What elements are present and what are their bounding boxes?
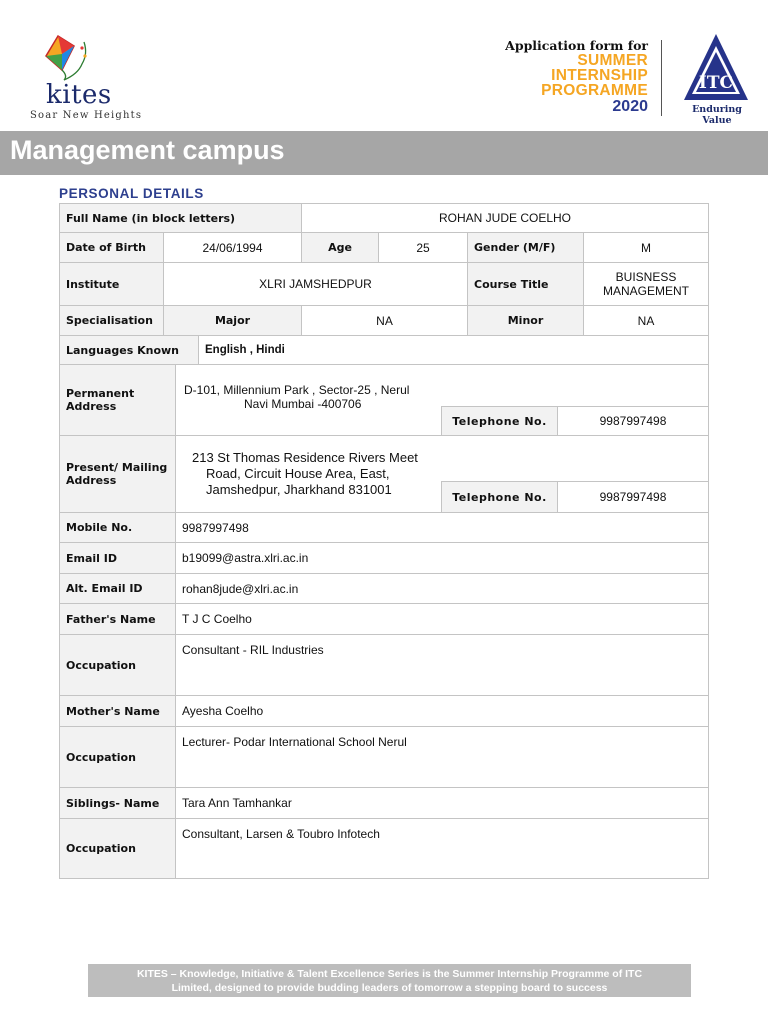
minor-label: Minor xyxy=(467,305,584,336)
permanent-address-line-2: Navi Mumbai -400706 xyxy=(244,397,362,411)
mailing-address-line-2: Road, Circuit House Area, East, xyxy=(206,466,390,481)
itc-tagline: Enduring Value xyxy=(692,104,742,126)
kites-logo xyxy=(30,34,150,124)
mobile-label: Mobile No. xyxy=(59,512,176,543)
course-title-label: Course Title xyxy=(467,262,584,306)
programme-year: 2020 xyxy=(612,98,648,115)
campus-title: Management campus xyxy=(10,135,285,165)
svg-text:ITC: ITC xyxy=(698,73,734,93)
telephone-label-2: Telephone No. xyxy=(441,481,558,513)
permanent-address-line-1: D-101, Millennium Park , Sector-25 , Nerul xyxy=(184,383,410,397)
sibling-occupation-label: Occupation xyxy=(59,818,176,879)
permanent-address-label: Permanent Address xyxy=(59,364,176,436)
age-field[interactable]: 25 xyxy=(378,232,468,263)
telephone-label-1: Telephone No. xyxy=(441,406,558,436)
alt-email-field[interactable]: rohan8jude@xlri.ac.in xyxy=(175,573,709,604)
age-label: Age xyxy=(301,232,379,263)
languages-field[interactable]: English , Hindi xyxy=(198,335,709,365)
kites-tagline: Soar New Heights xyxy=(30,110,143,121)
dob-field[interactable]: 24/06/1994 xyxy=(163,232,302,263)
programme-line-3: PROGRAMME xyxy=(541,82,648,99)
languages-label: Languages Known xyxy=(59,335,199,365)
major-field[interactable]: NA xyxy=(301,305,468,336)
gender-field[interactable]: M xyxy=(583,232,709,263)
dob-label: Date of Birth xyxy=(59,232,164,263)
kites-logo-word: kites xyxy=(46,80,112,110)
mother-occupation-field[interactable]: Lecturer- Podar International School Nerul xyxy=(175,726,709,788)
minor-field[interactable]: NA xyxy=(583,305,709,336)
campus-banner xyxy=(0,131,768,175)
header-divider xyxy=(661,40,662,116)
footer-banner xyxy=(88,964,691,997)
mother-name-field[interactable]: Ayesha Coelho xyxy=(175,695,709,727)
kite-icon xyxy=(38,34,98,82)
mailing-address-line-1: 213 St Thomas Residence Rivers Meet xyxy=(192,450,418,465)
mailing-address-line-3: Jamshedpur, Jharkhand 831001 xyxy=(206,482,392,497)
mother-occupation-label: Occupation xyxy=(59,726,176,788)
father-name-label: Father's Name xyxy=(59,603,176,635)
telephone-field-2[interactable]: 9987997498 xyxy=(557,481,709,513)
sibling-name-field[interactable]: Tara Ann Tamhankar xyxy=(175,787,709,819)
footer-line-1: KITES – Knowledge, Initiative & Talent Excellence Series is the Summer Internship Programme of ITC xyxy=(136,968,643,980)
sibling-occupation-field[interactable]: Consultant, Larsen & Toubro Infotech xyxy=(175,818,709,879)
institute-label: Institute xyxy=(59,262,164,306)
application-heading xyxy=(505,38,648,115)
programme-line-2: INTERNSHIP xyxy=(551,67,648,84)
sibling-name-label: Siblings- Name xyxy=(59,787,176,819)
full-name-label: Full Name (in block letters) xyxy=(59,203,302,233)
programme-line-1: SUMMER xyxy=(577,52,648,69)
course-title-field[interactable]: BUISNESS MANAGEMENT xyxy=(583,262,709,306)
alt-email-label: Alt. Email ID xyxy=(59,573,176,604)
major-label: Major xyxy=(163,305,302,336)
email-field[interactable]: b19099@astra.xlri.ac.in xyxy=(175,542,709,574)
section-title: PERSONAL DETAILS xyxy=(59,186,204,201)
full-name-field[interactable]: ROHAN JUDE COELHO xyxy=(301,203,709,233)
father-name-field[interactable]: T J C Coelho xyxy=(175,603,709,635)
specialisation-label: Specialisation xyxy=(59,305,164,336)
gender-label: Gender (M/F) xyxy=(467,232,584,263)
telephone-field-1[interactable]: 9987997498 xyxy=(557,406,709,436)
email-label: Email ID xyxy=(59,542,176,574)
father-occupation-label: Occupation xyxy=(59,634,176,696)
footer-line-2: Limited, designed to provide budding leaders of tomorrow a stepping board to success xyxy=(171,982,608,994)
father-occupation-field[interactable]: Consultant - RIL Industries xyxy=(175,634,709,696)
mobile-field[interactable]: 9987997498 xyxy=(175,512,709,543)
mailing-address-label: Present/ Mailing Address xyxy=(59,435,176,513)
institute-field[interactable]: XLRI JAMSHEDPUR xyxy=(163,262,468,306)
mother-name-label: Mother's Name xyxy=(59,695,176,727)
application-form-for: Application form for xyxy=(505,38,648,53)
